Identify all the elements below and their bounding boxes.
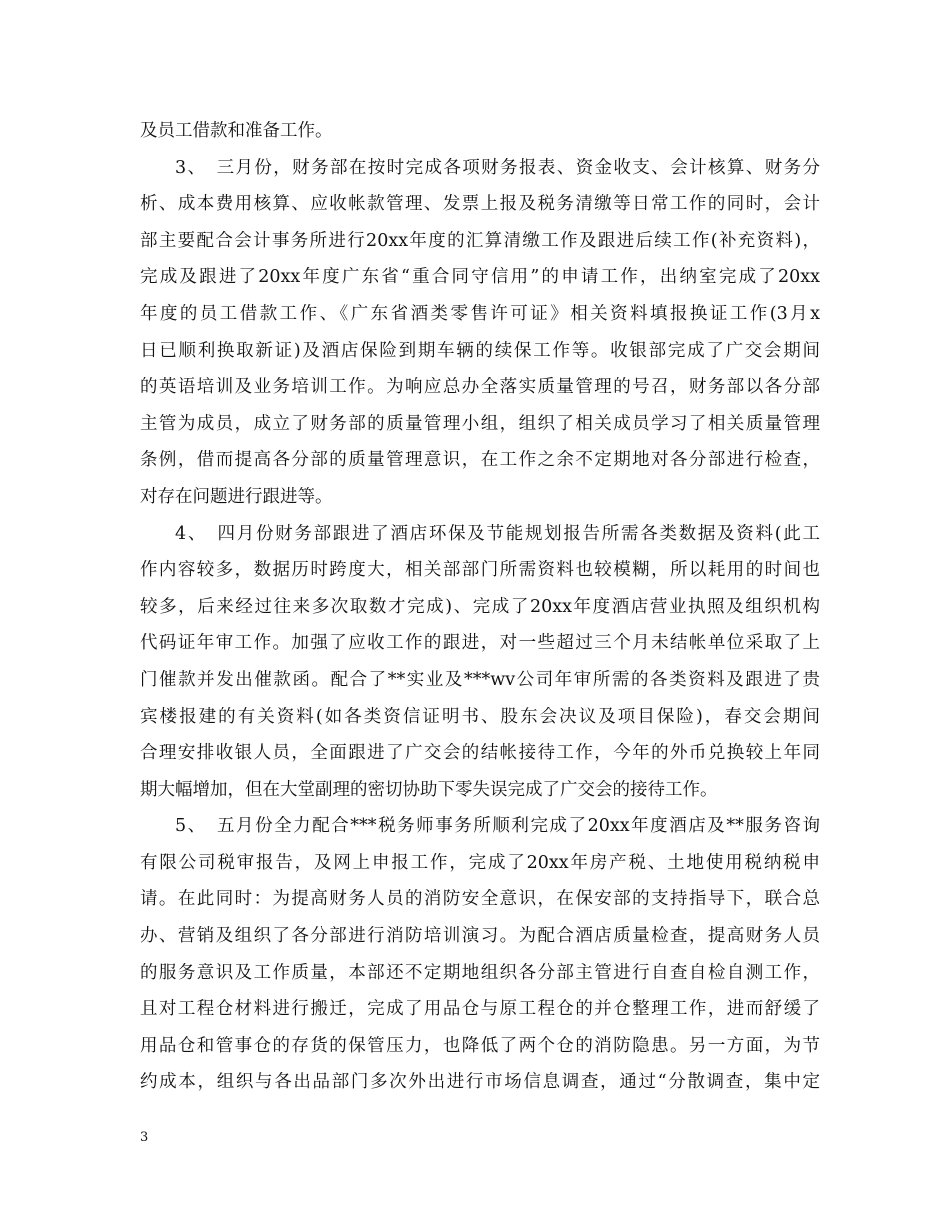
text-line: 合理安排收银人员，全面跟进了广交会的结帐接待工作，今年的外币兑换较上年同	[140, 743, 820, 764]
text-line: 对存在问题进行跟进等。	[140, 486, 333, 507]
text-line: 期大幅增加，但在大堂副理的密切协助下零失误完成了广交会的接待工作。	[140, 779, 718, 800]
page-number: 3	[140, 1130, 149, 1145]
text-line: 约成本，组织与各出品部门多次外出进行市场信息调查，通过“分散调查，集中定	[140, 1072, 820, 1093]
text-line: 日已顺利换取新证)及酒店保险到期车辆的续保工作等。收银部完成了广交会期间	[140, 340, 820, 361]
text-line: 且对工程仓材料进行搬迁，完成了用品仓与原工程仓的并仓整理工作，进而舒缓了	[140, 999, 820, 1020]
text-line: 完成及跟进了20xx年度广东省“重合同守信用”的申请工作，出纳室完成了20xx	[140, 267, 820, 288]
body-text	[140, 113, 820, 1101]
text-line: 代码证年审工作。加强了应收工作的跟进，对一些超过三个月未结帐单位采取了上	[140, 633, 820, 654]
text-line: 有限公司税审报告，及网上申报工作，完成了20xx年房产税、土地使用税纳税申	[140, 852, 820, 873]
text-line: 的英语培训及业务培训工作。为响应总办全落实质量管理的号召，财务部以各分部	[140, 377, 820, 398]
text-line: 较多，后来经过往来多次取数才完成)、完成了20xx年度酒店营业执照及组织机构	[140, 596, 820, 617]
text-line: 用品仓和管事仓的存货的保管压力，也降低了两个仓的消防隐患。另一方面，为节	[140, 1035, 820, 1056]
text-line: 门催款并发出催款函。配合了**实业及***wv公司年审所需的各类资料及跟进了贵	[140, 669, 820, 690]
text-line: 作内容较多，数据历时跨度大，相关部部门所需资料也较模糊，所以耗用的时间也	[140, 560, 820, 581]
text-line: 部主要配合会计事务所进行20xx年度的汇算清缴工作及跟进后续工作(补充资料)，	[140, 230, 820, 251]
text-line: 年度的员工借款工作、《广东省酒类零售许可证》相关资料填报换证工作(3月x	[140, 303, 820, 324]
text-line: 办、营销及组织了各分部进行消防培训演习。为配合酒店质量检查，提高财务人员	[140, 926, 820, 947]
text-line: 4、 四月份财务部跟进了酒店环保及节能规划报告所需各类数据及资料(此工	[175, 523, 820, 544]
text-line: 析、成本费用核算、应收帐款管理、发票上报及税务清缴等日常工作的同时，会计	[140, 194, 820, 215]
text-line: 条例，借而提高各分部的质量管理意识，在工作之余不定期地对各分部进行检查，	[140, 450, 820, 471]
text-line: 及员工借款和准备工作。	[140, 121, 333, 141]
text-line: 3、 三月份，财务部在按时完成各项财务报表、资金收支、会计核算、财务分	[175, 157, 820, 178]
text-line: 5、 五月份全力配合***税务师事务所顺利完成了20xx年度酒店及**服务咨询	[175, 816, 820, 837]
text-line: 的服务意识及工作质量，本部还不定期地组织各分部主管进行自查自检自测工作，	[140, 962, 820, 983]
text-line: 宾楼报建的有关资料(如各类资信证明书、股东会决议及项目保险)，春交会期间	[140, 706, 820, 727]
text-line: 请。在此同时：为提高财务人员的消防安全意识，在保安部的支持指导下，联合总	[140, 889, 820, 910]
text-line: 主管为成员，成立了财务部的质量管理小组，组织了相关成员学习了相关质量管理	[140, 413, 820, 434]
